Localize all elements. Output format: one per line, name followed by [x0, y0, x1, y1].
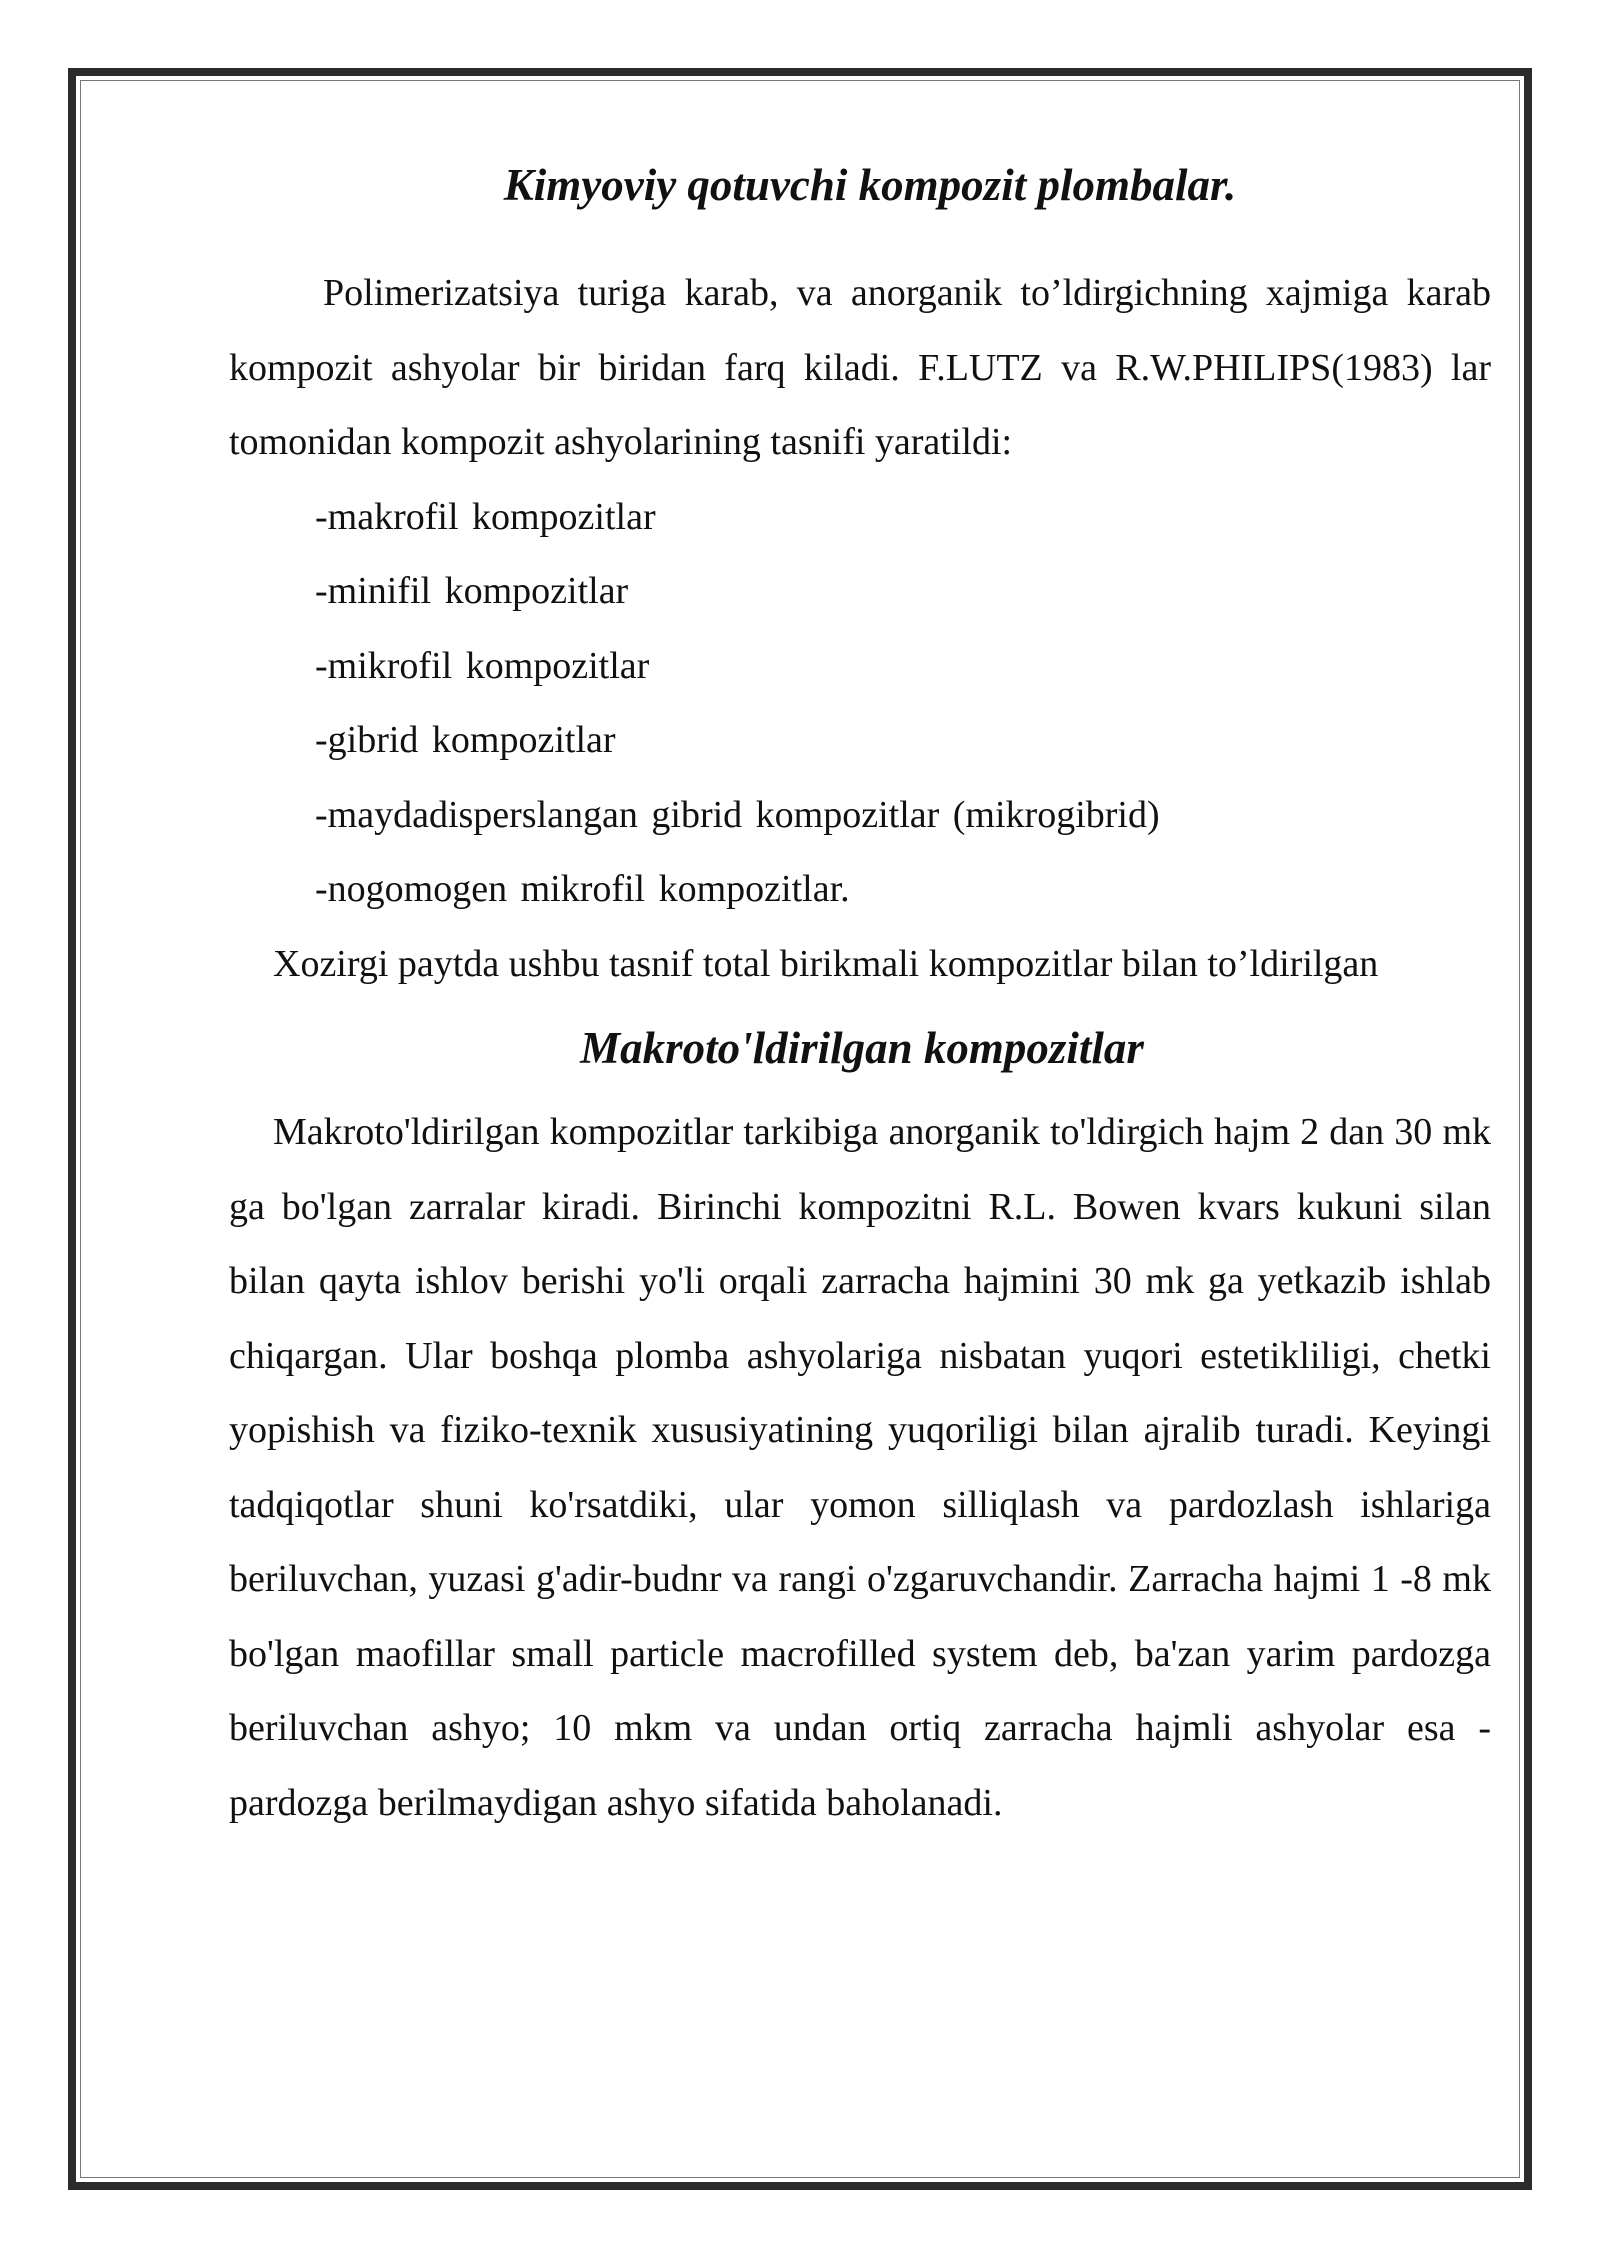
- section-paragraph: Makroto'ldirilgan kompozitlar tarkibiga anorganik to'ldirgich hajm 2 dan 30 mk ga bo'lgan zarralar kiradi. Birinchi kompozitni R.L. Bowen kvars kukuni silan bilan qayta ishlov berishi yo'li orqali zarracha hajmini 30 mk ga yetkazib ishlab chiqargan. Ular boshqa plomba ashyolariga nisbatan yuqori estetikliligi, chetki yopishish va fiziko-texnik xususiyatining yuqoriligi bilan ajralib turadi. Keyingi tadqiqotlar shuni ko'rsatdiki, ular yomon silliqlash va pardozlash ishlariga beriluvchan, yuzasi g'adir-budnr va rangi o'zgaruvchandir. Zarracha hajmi 1 -8 mk bo'lgan maofillar small particle macrofilled system deb, ba'zan yarim pardozga beriluvchan ashyo; 10 mkm va undan ortiq zarracha hajmli ashyolar esa - pardozga berilmaydigan ashyo sifatida baholanadi.: [229, 1111, 1491, 1824]
- list-item: -gibrid kompozitlar: [315, 719, 616, 761]
- list-item: -maydadisperslangan gibrid kompozitlar (mikrogibrid): [315, 793, 1160, 836]
- intro-paragraph: Polimerizatsiya turiga karab, va anorganik to’ldirgichning xajmiga karab kompozit ashyolar bir biridan farq kiladi. F.LUTZ va R.W.PHILIPS(1983) lar tomonidan kompozit ashyolarining tasnifi yaratildi:: [229, 272, 1491, 463]
- note-paragraph: Xozirgi paytda ushbu tasnif total birikmali kompozitlar bilan to’ldirilgan: [273, 942, 1379, 985]
- list-item: -makrofil kompozitlar: [315, 495, 656, 538]
- document-body: [229, 148, 1491, 1840]
- list-item: -minifil kompozitlar: [315, 570, 629, 612]
- list-item: -nogomogen mikrofil kompozitlar.: [315, 868, 850, 910]
- document-title: Kimyoviy qotuvchi kompozit plombalar.: [503, 160, 1237, 210]
- list-item: -mikrofil kompozitlar: [315, 644, 650, 687]
- section-title: Makroto'ldirilgan kompozitlar: [580, 1023, 1144, 1073]
- classification-list: [229, 480, 1491, 927]
